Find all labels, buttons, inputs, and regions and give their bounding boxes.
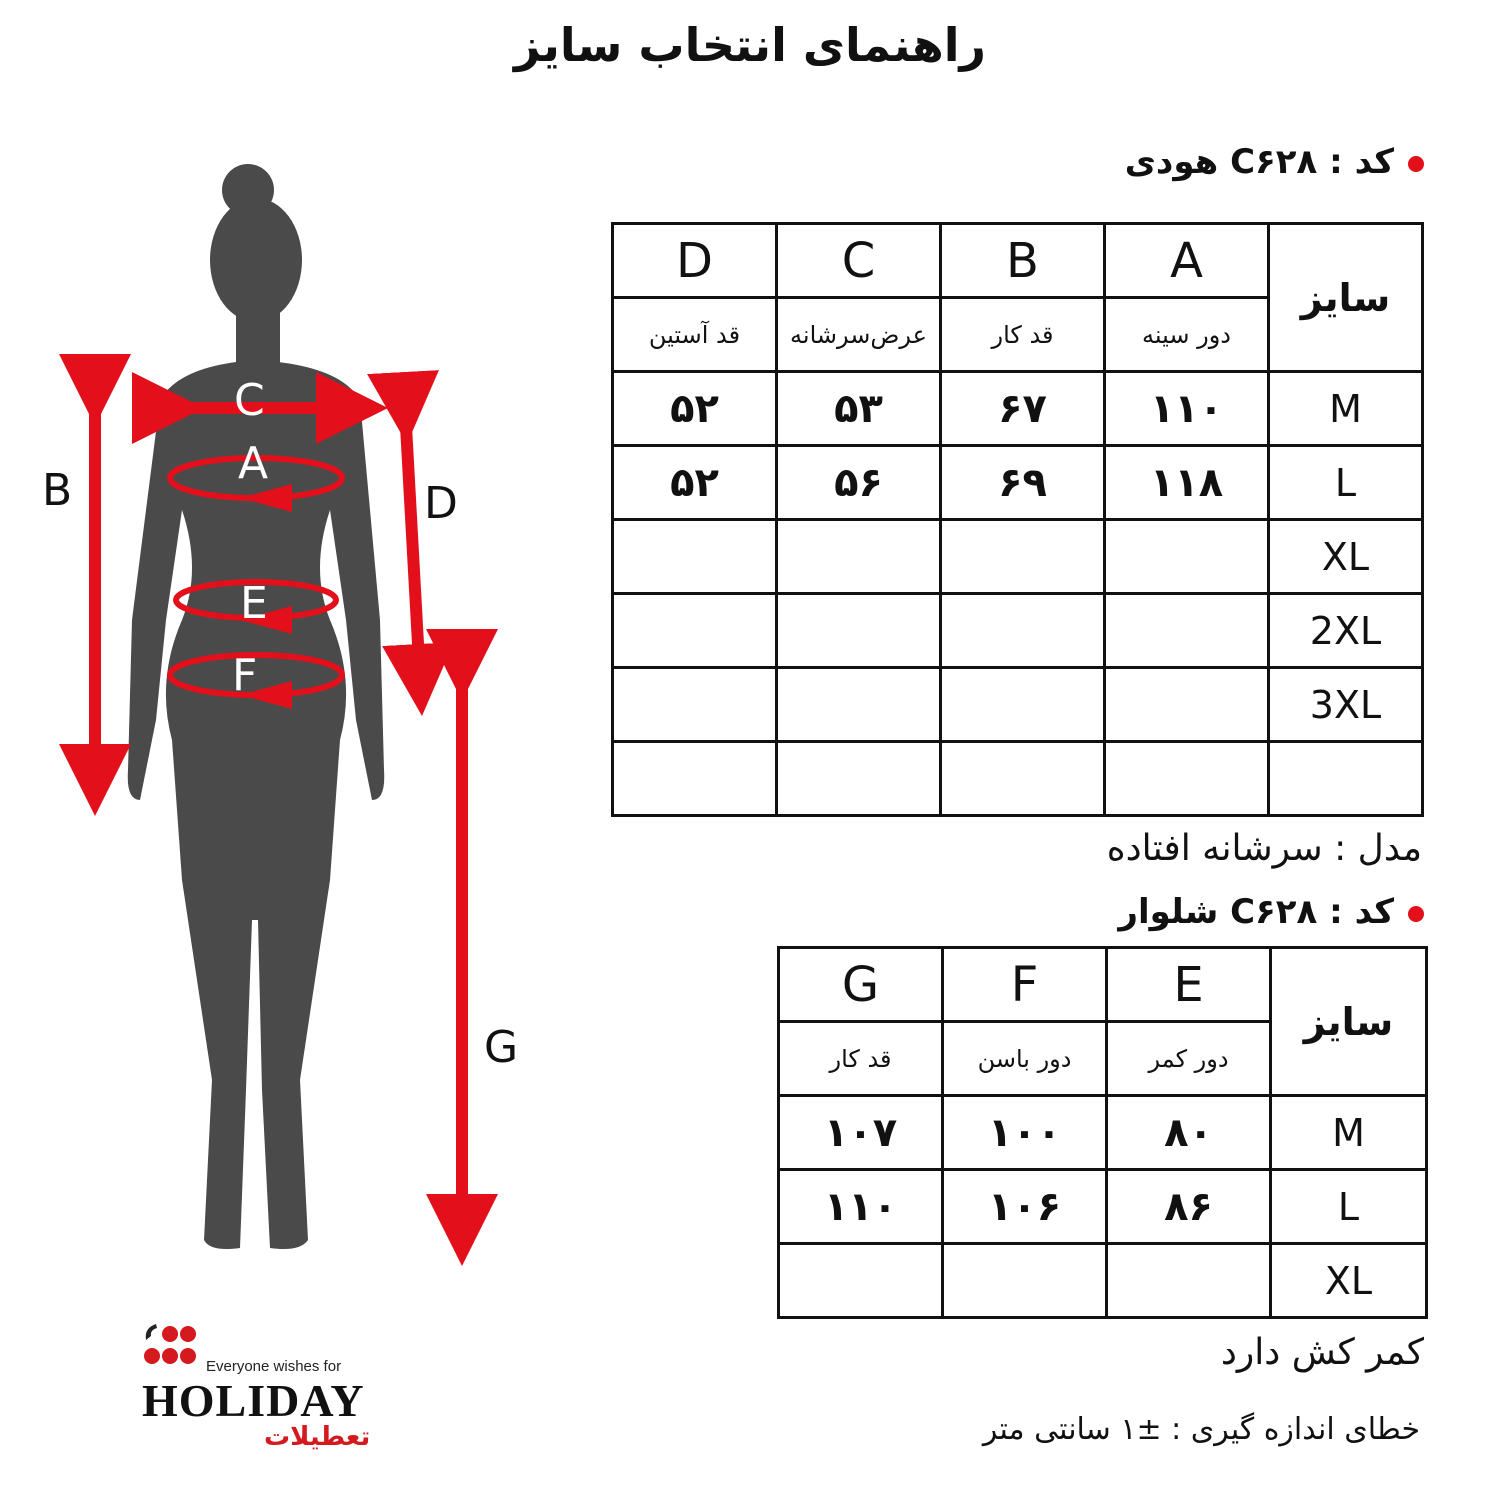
value-cell: ۱۱۸ bbox=[1105, 446, 1269, 520]
bullet-icon bbox=[1408, 906, 1424, 922]
column-label: قد کار bbox=[941, 298, 1105, 372]
logo-tagline: Everyone wishes for bbox=[206, 1358, 342, 1375]
hoodie-model-note: مدل : سرشانه افتاده bbox=[1106, 828, 1422, 869]
value-cell bbox=[941, 594, 1105, 668]
value-cell: ۸۶ bbox=[1107, 1170, 1271, 1244]
column-label: دور باسن bbox=[943, 1022, 1107, 1096]
table-row bbox=[613, 446, 1423, 520]
column-letter: B bbox=[941, 224, 1105, 298]
table-row bbox=[613, 742, 1423, 816]
logo-name-fa: تعطیلات bbox=[264, 1422, 371, 1452]
label-c: C bbox=[234, 375, 265, 426]
table-row bbox=[613, 520, 1423, 594]
value-cell: ۱۰۶ bbox=[943, 1170, 1107, 1244]
value-cell bbox=[943, 1244, 1107, 1318]
value-cell bbox=[613, 668, 777, 742]
hoodie-size-table bbox=[611, 222, 1424, 817]
quote-dots-icon bbox=[140, 1322, 206, 1366]
value-cell: ۵۲ bbox=[613, 446, 777, 520]
value-cell: ۵۶ bbox=[777, 446, 941, 520]
pants-code-text: کد : C۶۲۸ شلوار bbox=[1118, 892, 1394, 932]
value-cell: ۱۱۰ bbox=[1105, 372, 1269, 446]
body-measurement-figure bbox=[0, 160, 560, 1270]
column-letter: G bbox=[779, 948, 943, 1022]
table-row bbox=[613, 668, 1423, 742]
value-cell bbox=[941, 668, 1105, 742]
label-f: F bbox=[232, 650, 258, 701]
size-cell: L bbox=[1271, 1170, 1427, 1244]
label-a: A bbox=[238, 438, 269, 489]
value-cell bbox=[613, 594, 777, 668]
value-cell bbox=[613, 520, 777, 594]
value-cell: ۶۹ bbox=[941, 446, 1105, 520]
size-header: سایز bbox=[1269, 224, 1423, 372]
page-title: راهنمای انتخاب سایز bbox=[513, 18, 987, 72]
pants-size-table bbox=[777, 946, 1428, 1319]
label-g: G bbox=[484, 1022, 519, 1073]
column-letter: F bbox=[943, 948, 1107, 1022]
value-cell: ۱۰۷ bbox=[779, 1096, 943, 1170]
value-cell bbox=[613, 742, 777, 816]
size-header: سایز bbox=[1271, 948, 1427, 1096]
label-b: B bbox=[42, 465, 73, 516]
column-label: قد آستین bbox=[613, 298, 777, 372]
value-cell bbox=[1107, 1244, 1271, 1318]
measurement-error-note: خطای اندازه گیری : ±۱ سانتی متر bbox=[982, 1412, 1420, 1447]
size-cell: XL bbox=[1269, 520, 1423, 594]
value-cell: ۱۱۰ bbox=[779, 1170, 943, 1244]
value-cell: ۵۳ bbox=[777, 372, 941, 446]
value-cell: ۱۰۰ bbox=[943, 1096, 1107, 1170]
holiday-logo bbox=[140, 1322, 380, 1462]
value-cell bbox=[1105, 742, 1269, 816]
column-letter: C bbox=[777, 224, 941, 298]
female-silhouette bbox=[128, 164, 385, 1249]
pants-waist-note: کمر کش دارد bbox=[1220, 1332, 1424, 1373]
table-row bbox=[779, 1244, 1427, 1318]
pants-code-line bbox=[1118, 892, 1424, 932]
value-cell bbox=[1105, 594, 1269, 668]
column-label: دور سینه bbox=[1105, 298, 1269, 372]
value-cell bbox=[777, 594, 941, 668]
column-letter: D bbox=[613, 224, 777, 298]
value-cell bbox=[777, 668, 941, 742]
value-cell bbox=[941, 520, 1105, 594]
bullet-icon bbox=[1408, 156, 1424, 172]
size-cell: M bbox=[1271, 1096, 1427, 1170]
column-label: دور کمر bbox=[1107, 1022, 1271, 1096]
size-cell bbox=[1269, 742, 1423, 816]
size-cell: L bbox=[1269, 446, 1423, 520]
table-row bbox=[613, 372, 1423, 446]
value-cell bbox=[1105, 668, 1269, 742]
size-cell: XL bbox=[1271, 1244, 1427, 1318]
column-letter: A bbox=[1105, 224, 1269, 298]
value-cell bbox=[779, 1244, 943, 1318]
table-row bbox=[779, 1170, 1427, 1244]
table-row bbox=[779, 1096, 1427, 1170]
size-cell: 3XL bbox=[1269, 668, 1423, 742]
column-letter: E bbox=[1107, 948, 1271, 1022]
column-label: قد کار bbox=[779, 1022, 943, 1096]
value-cell bbox=[1105, 520, 1269, 594]
value-cell bbox=[777, 520, 941, 594]
table-row bbox=[613, 594, 1423, 668]
value-cell bbox=[777, 742, 941, 816]
label-d: D bbox=[424, 478, 458, 529]
label-e: E bbox=[240, 578, 268, 629]
hoodie-code-line bbox=[1125, 142, 1424, 182]
value-cell: ۵۲ bbox=[613, 372, 777, 446]
arrow-d bbox=[405, 408, 420, 680]
value-cell: ۶۷ bbox=[941, 372, 1105, 446]
value-cell: ۸۰ bbox=[1107, 1096, 1271, 1170]
value-cell bbox=[941, 742, 1105, 816]
size-cell: M bbox=[1269, 372, 1423, 446]
hoodie-code-text: کد : C۶۲۸ هودی bbox=[1124, 142, 1394, 182]
column-label: عرض‌سرشانه bbox=[777, 298, 941, 372]
size-cell: 2XL bbox=[1269, 594, 1423, 668]
logo-name: HOLIDAY bbox=[142, 1375, 365, 1426]
